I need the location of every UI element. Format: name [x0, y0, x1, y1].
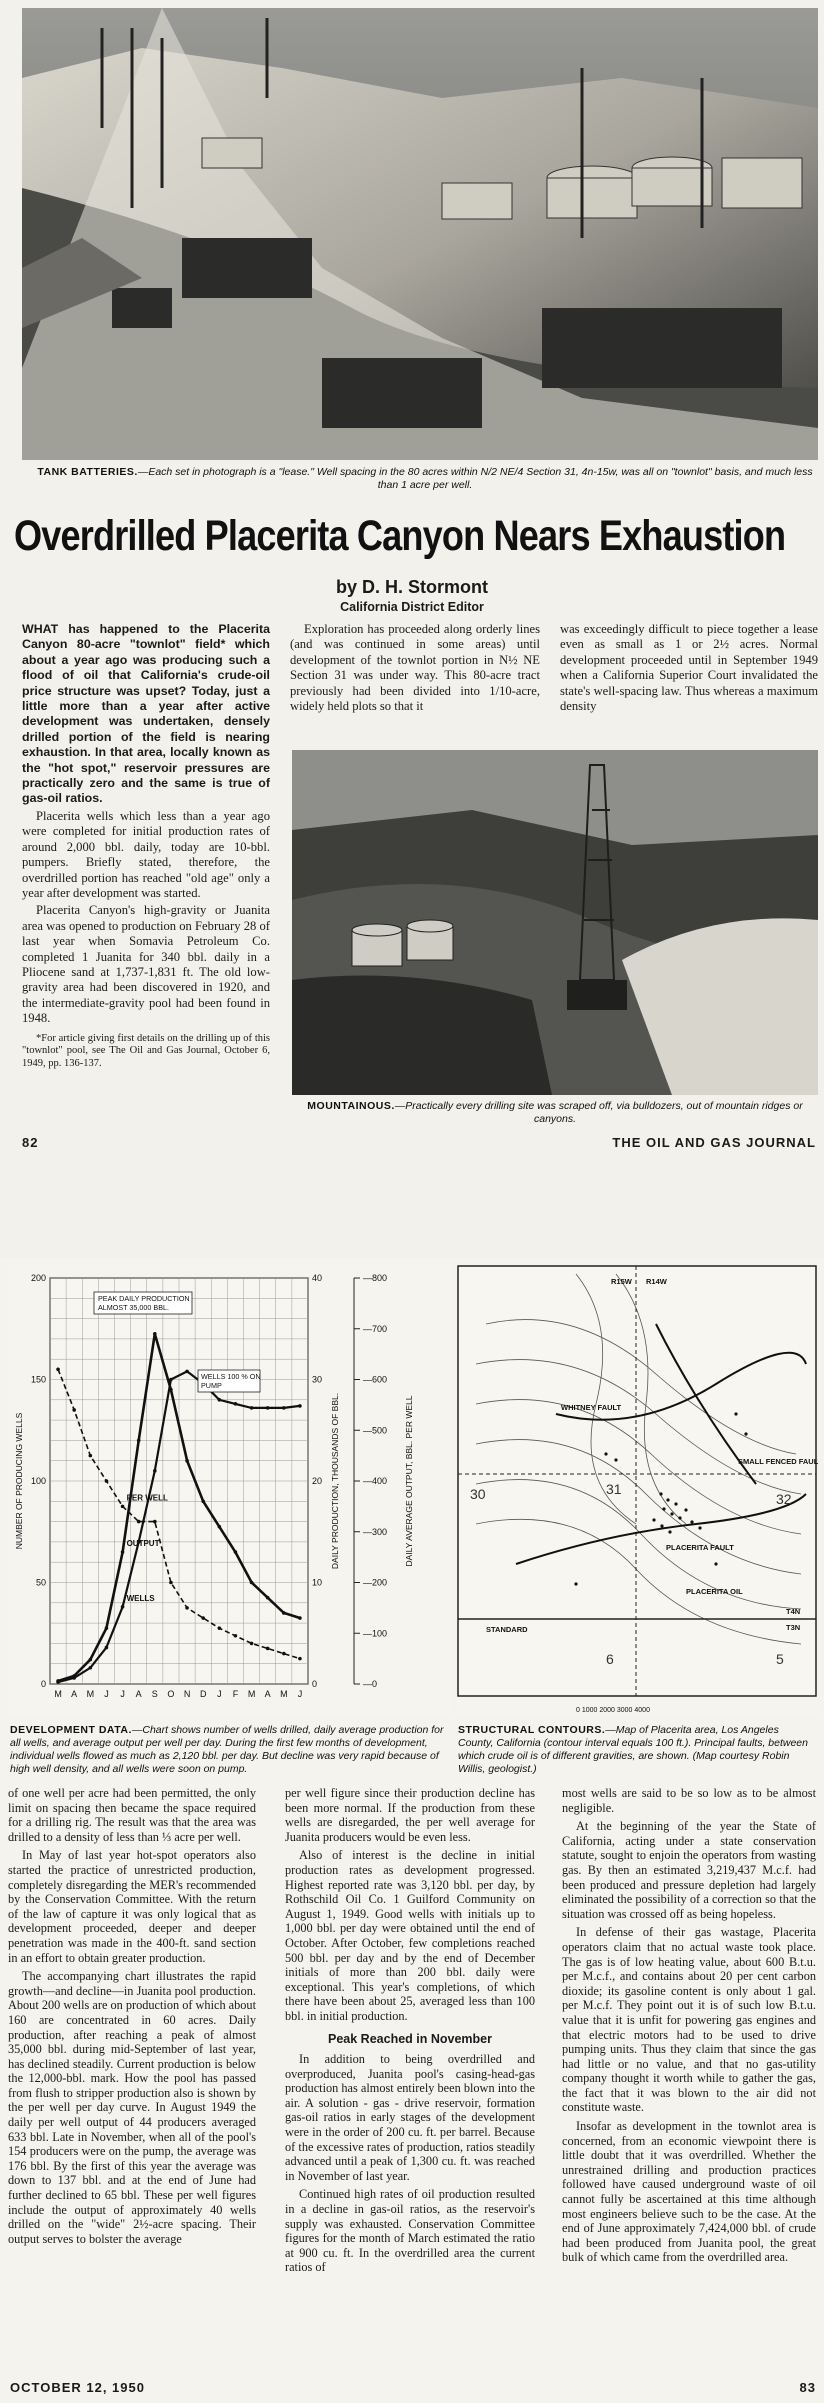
x-axis-tick-label: D — [199, 1689, 207, 1699]
x-axis-tick-label: S — [151, 1689, 158, 1699]
x-axis-tick-label: A — [264, 1689, 271, 1699]
series-point-output — [56, 1679, 60, 1683]
paragraph: Placerita Canyon's high-gravity or Juanita area was opened to production on February 28 of last year when Somavia Petroleum Co. completed 1 Juanita for 340 bbl. daily in a Pliocene sand at 1,737-1,831 ft. The old low-gravity area had been discovered in 1920, and the intermediate-gravity pool had been found in 1948. — [22, 903, 270, 1026]
series-point-wells — [218, 1398, 222, 1402]
series-point-per-well — [185, 1606, 189, 1610]
whitney-fault-label: WHITNEY FAULT — [561, 1403, 622, 1412]
x-axis-tick-label: M — [247, 1689, 256, 1699]
series-point-wells — [266, 1406, 270, 1410]
x-axis-tick-label: J — [297, 1689, 303, 1699]
page1-column-1 — [22, 622, 270, 1070]
chart-caption-text: —Chart shows number of wells drilled, daily average production for all wells, and average output per well per day. During the first few months of development, individual wells flowed as much as 2,120 bbl. per day. But decline was very rapid because of high well density, and all wells were soon on pump. — [10, 1724, 444, 1775]
series-point-per-well — [218, 1626, 222, 1630]
x-axis-tick-label: A — [135, 1689, 142, 1699]
series-point-per-well — [89, 1454, 93, 1458]
folio-page-number: 82 — [22, 1135, 39, 1150]
left-axis-tick-label: 0 — [40, 1679, 46, 1689]
photo1-caption — [30, 466, 820, 492]
section-6-label: 6 — [606, 1651, 614, 1667]
peak-annotation-line: ALMOST 35,000 BBL. — [98, 1303, 169, 1312]
right-axis-tick-label: —100 — [363, 1628, 388, 1639]
right-axis-tick-label: —600 — [363, 1374, 388, 1385]
series-point-wells — [121, 1605, 125, 1609]
series-point-output — [72, 1674, 76, 1678]
wells-pump-annotation-line: WELLS 100 % ON — [201, 1372, 261, 1381]
page2-column-1 — [8, 1786, 256, 2246]
section-31-label: 31 — [606, 1481, 622, 1497]
structural-contour-map — [456, 1264, 818, 1718]
tank-batteries-image — [22, 8, 818, 460]
series-point-wells — [105, 1646, 109, 1650]
photo1-caption-text: —Each set in photograph is a "lease." Well spacing in the 80 acres within N/2 NE/4 Section 31, 4n-15w, was all on "townlot" basis, and much less than 1 acre per well. — [137, 466, 813, 491]
paragraph: At the beginning of the year the State of California, acting under a state conservation statute, sought to enjoin the operators from wasting gas. By then an estimated 3,219,437 M.c.f. had been produced and pressure depletion had largely eliminated the possibility of a correction so that the situation was crossed off as being hopeless. — [562, 1819, 816, 1921]
right-axis-tick-label: —200 — [363, 1577, 388, 1588]
mountainous-image — [292, 750, 818, 1095]
series-point-wells — [250, 1406, 254, 1410]
page2-column-3 — [562, 1786, 816, 2265]
structural-map-svg — [456, 1264, 818, 1718]
page-83 — [0, 1258, 824, 2403]
page1-column-2 — [290, 622, 540, 714]
series-label: PER WELL — [126, 1493, 168, 1503]
series-point-per-well — [298, 1657, 302, 1661]
paragraph: Placerita wells which less than a year ago were completed for initial production rates of around 2,000 bbl. daily, today are 10-bbl. pumpers. Briefly stated, therefore, the overdrilled portion has reached "old age" only a year after development was started. — [22, 808, 270, 900]
page2-column-2 — [285, 1786, 535, 2275]
left-axis-tick-label: 50 — [35, 1577, 46, 1588]
section-heading: Peak Reached in November — [328, 2031, 492, 2046]
tank-batteries-photo — [22, 8, 818, 460]
lead-paragraph: WHAT has happened to the Placerita Canyon 80-acre "townlot" field* which about a year ago was producing such a flood of oil that California's crude-oil price structure was upset? Today, just a little more than a year after active development was undertaken, densely drilled portion of the field is nearing exhaustion. In that area, locally known as the "hot spot," reservoir pressures are practically zero and the same is true of gas-oil ratios. — [22, 622, 270, 806]
series-point-per-well — [169, 1581, 173, 1585]
right-axis-tick-label: —500 — [363, 1425, 388, 1436]
series-point-output — [169, 1388, 173, 1392]
placerita-oil-label: PLACERITA OIL — [686, 1587, 743, 1596]
r15w-label: R15W — [611, 1277, 632, 1286]
left-axis-title: NUMBER OF PRODUCING WELLS — [14, 1412, 24, 1550]
series-point-per-well — [266, 1647, 270, 1651]
series-point-per-well — [121, 1505, 125, 1509]
article-title: Overdrilled Placerita Canyon Nears Exhaustion — [14, 512, 786, 560]
map-caption-text: —Map of Placerita area, Los Angeles County, California (contour interval equals 100 ft.). Principal faults, between which crude oil is of different gravities, are shown. (Map courtesy Robin Willis, geologist.) — [458, 1724, 808, 1775]
series-point-per-well — [153, 1520, 157, 1524]
right-axis-tick-label: —700 — [363, 1323, 388, 1334]
small-fenced-fault-label: SMALL FENCED FAULT — [738, 1457, 818, 1466]
development-chart-svg — [8, 1264, 450, 1718]
series-point-output — [89, 1658, 93, 1662]
series-point-output — [266, 1596, 270, 1600]
photo2-caption — [292, 1100, 818, 1126]
paragraph: Also of interest is the decline in initial production rates as development progressed. Highest reported rate was 3,120 bbl. per day, by Rothschild Oil Co. 1 Guilford Community on August 1, 1949. Good wells with initials up to 1,000 bbl. per day were obtained until the end of October. After October, few completions reached 500 bbl. per day and by the end of December initials of more than 200 bbl. daily were exceptional. This year's completions, of which there have been about 25, averaged less than 100 bbl. in initial production. — [285, 1848, 535, 2023]
t3n-label: T3N — [786, 1623, 801, 1632]
left-axis-tick-label: 200 — [30, 1273, 46, 1283]
series-point-wells — [234, 1402, 238, 1406]
series-point-per-well — [234, 1634, 238, 1638]
placerita-fault-label: PLACERITA FAULT — [666, 1543, 734, 1552]
series-point-output — [137, 1439, 141, 1443]
section-30-label: 30 — [470, 1486, 486, 1502]
series-label: WELLS — [126, 1593, 155, 1603]
series-point-output — [201, 1500, 205, 1504]
mountainous-photo — [292, 750, 818, 1095]
x-axis-tick-label: N — [183, 1689, 191, 1699]
mid-axis-title: DAILY PRODUCTION, THOUSANDS OF BBL. — [330, 1392, 340, 1570]
folio-journal-name: THE OIL AND GAS JOURNAL — [612, 1135, 816, 1150]
mid-axis-tick-label: 40 — [312, 1273, 323, 1283]
series-point-per-well — [201, 1616, 205, 1620]
byline: by D. H. Stormont — [336, 577, 488, 597]
series-point-per-well — [282, 1652, 286, 1656]
series-point-output — [282, 1611, 286, 1615]
paragraph: was exceedingly difficult to piece together a lease even as small as 1 or 2½ acres. Normal development proceeded until in September 1949 when a California Superior Court invalidated the state's well-spacing law. Thus whereas a maximum density — [560, 622, 818, 714]
series-point-per-well — [105, 1479, 109, 1483]
series-point-output — [121, 1550, 125, 1554]
paragraph: In May of last year hot-spot operators also started the practice of unrestricted production, completely disregarding the MER's recommended by the Conservation Committee. With the return of the law of capture it was only logical that as development proceeded, deeper and deeper penetration was made in the 400-ft. sand section in an effort to obtain greater production. — [8, 1848, 256, 1965]
photo2-caption-text: —Practically every drilling site was scraped off, via bulldozers, out of mountain ridges or canyons. — [394, 1100, 803, 1125]
photo2-caption-label: MOUNTAINOUS. — [307, 1100, 395, 1112]
folio-date: OCTOBER 12, 1950 — [10, 2380, 145, 2395]
series-point-output — [234, 1550, 238, 1554]
paragraph: Exploration has proceeded along orderly lines (and was continued in some areas) until development of the townlot portion in N½ NE Section 31 was under way. This 80-acre tract previously had been divided into 1/10-acre, widely held plots so that it — [290, 622, 540, 714]
paragraph: per well figure since their production decline has been more normal. If the production from these wells are disregarded, the per well average for Juanita producers would be even less. — [285, 1786, 535, 1844]
peak-annotation-line: PEAK DAILY PRODUCTION — [98, 1294, 190, 1303]
x-axis-tick-label: O — [167, 1689, 175, 1699]
series-point-output — [105, 1626, 109, 1630]
series-point-output — [218, 1525, 222, 1529]
x-axis-tick-label: J — [217, 1689, 222, 1699]
mid-axis-tick-label: 20 — [312, 1476, 323, 1486]
series-point-output — [153, 1332, 157, 1336]
section-5-label: 5 — [776, 1651, 784, 1667]
series-point-wells — [298, 1404, 302, 1408]
page1-column-3 — [560, 622, 818, 714]
x-axis-tick-label: F — [232, 1689, 239, 1699]
r14w-label: R14W — [646, 1277, 667, 1286]
series-point-wells — [282, 1406, 286, 1410]
paragraph: of one well per acre had been permitted, the only limit on spacing then became the space required for a drilling rig. The result was that the area was drilled to a density of less than ⅓ acre per well. — [8, 1786, 256, 1844]
right-axis-tick-label: —0 — [363, 1679, 378, 1689]
x-axis-tick-label: J — [104, 1689, 109, 1699]
right-axis-title: DAILY AVERAGE OUTPUT, BBL. PER WELL — [404, 1395, 414, 1567]
footnote: *For article giving first details on the drilling up of this "townlot" pool, see The Oil and Gas Journal, October 6, 1949, pp. 136-137. — [22, 1032, 270, 1069]
series-point-per-well — [56, 1368, 60, 1372]
right-axis-tick-label: —400 — [363, 1476, 388, 1486]
series-point-per-well — [72, 1408, 76, 1412]
x-axis-tick-label: M — [86, 1689, 95, 1699]
series-point-output — [250, 1581, 254, 1585]
x-axis-tick-label: M — [280, 1689, 288, 1699]
right-axis-tick-label: —300 — [363, 1526, 388, 1537]
paragraph: The accompanying chart illustrates the rapid growth—and decline—in Juanita pool production. About 200 wells are on production of which about 160 are concentrated in 60 acres. Daily production, after reaching a peak of almost 35,000 bbl. during mid-September of last year, has declined steadily. Current production is below the 12,000-bbl. mark. How the pool has passed from flush to stripper production also is shown by the per well per day curve. In August 1949 the daily per well output of 44 producers averaged 633 bbl. Late in November, when all of the pool's 154 producers were on the pump, the average was 176 bbl. By the first of this year the average was down to 137 bbl. and at the end of June had further declined to 65 bbl. These per well figures include the output of approximately 40 wells drilled on the "wide" 2½-acre spacing. Their output serves to bolster the average — [8, 1969, 256, 2246]
left-axis-tick-label: 150 — [30, 1374, 46, 1385]
wells-pump-annotation-line: PUMP — [201, 1381, 222, 1390]
series-point-wells — [185, 1370, 189, 1374]
development-data-chart — [8, 1264, 450, 1718]
x-axis-tick-label: M — [54, 1689, 62, 1699]
map-caption — [458, 1724, 816, 1776]
series-point-per-well — [250, 1642, 254, 1646]
paragraph: In defense of their gas wastage, Placerita operators claim that no actual waste took place. The gas is of low heating value, about 600 B.t.u. per M.c.f., and contains about 20 per cent carbon dioxide; its gasoline content is only about 1 gal. per M.c.f. They point out it is of such low B.t.u. value that it is unfit for powering gas engines and that electric motors had to be used to drive pumping units. Thus they claim that since the gas had little or no value, and that no gas-utility company thought it worth while to gather the gas, the fact that it was blown to the air did not constitute waste. — [562, 1925, 816, 2115]
series-label: OUTPUT — [126, 1539, 160, 1549]
paragraph: Continued high rates of oil production resulted in a decline in gas-oil ratios, as the reservoir's supply was exhausted. Conservation Committee figures for the month of March estimated the ratio at 900 cu. ft. In the overdrilled area the current ratios of — [285, 2187, 535, 2275]
map-caption-label: STRUCTURAL CONTOURS. — [458, 1724, 606, 1736]
chart-caption-label: DEVELOPMENT DATA. — [10, 1724, 132, 1736]
section-32-label: 32 — [776, 1491, 792, 1507]
chart-caption — [10, 1724, 450, 1776]
right-axis-tick-label: —800 — [363, 1273, 388, 1283]
paragraph: most wells are said to be so low as to be almost negligible. — [562, 1786, 816, 1815]
series-point-wells — [153, 1469, 157, 1473]
x-axis-tick-label: A — [71, 1689, 78, 1699]
left-axis-tick-label: 100 — [30, 1476, 46, 1486]
series-point-wells — [89, 1666, 93, 1670]
folio-page-number: 83 — [799, 2380, 816, 2395]
paragraph: In addition to being overdrilled and overproduced, Juanita pool's casing-head-gas production has almost entirely been blown into the air. A solution - gas - drive reservoir, formation gas-oil ratios in early stages of the development were in the order of 200 cu. ft. per barrel. Because of the excessive rates of production, ratios steadily advanced until a peak of 1,300 cu. ft. was reached in November of last year. — [285, 2052, 535, 2183]
series-point-per-well — [137, 1520, 141, 1524]
t4n-label: T4N — [786, 1607, 801, 1616]
mid-axis-tick-label: 0 — [312, 1679, 318, 1689]
series-point-output — [185, 1459, 189, 1463]
map-scale: 0 1000 2000 3000 4000 — [576, 1707, 650, 1714]
mid-axis-tick-label: 10 — [312, 1577, 323, 1588]
series-point-output — [298, 1616, 302, 1620]
byline-role: California District Editor — [340, 600, 484, 614]
standard-label: STANDARD — [486, 1625, 528, 1634]
photo1-caption-label: TANK BATTERIES. — [37, 466, 138, 478]
mid-axis-tick-label: 30 — [312, 1374, 323, 1385]
x-axis-tick-label: J — [120, 1689, 125, 1699]
paragraph: Insofar as development in the townlot area is concerned, from an economic viewpoint there is little doubt that it was overdrilled. Whether the unrestrained drilling and production practices followed have caused underground waste of oil cannot fully be ascertained at this time although most engineers believe such to be the case. At the end of June approximately 7,424,000 bbl. of crude had been produced from Juanita pool, the great bulk of which came from the overdrilled area. — [562, 2119, 816, 2265]
